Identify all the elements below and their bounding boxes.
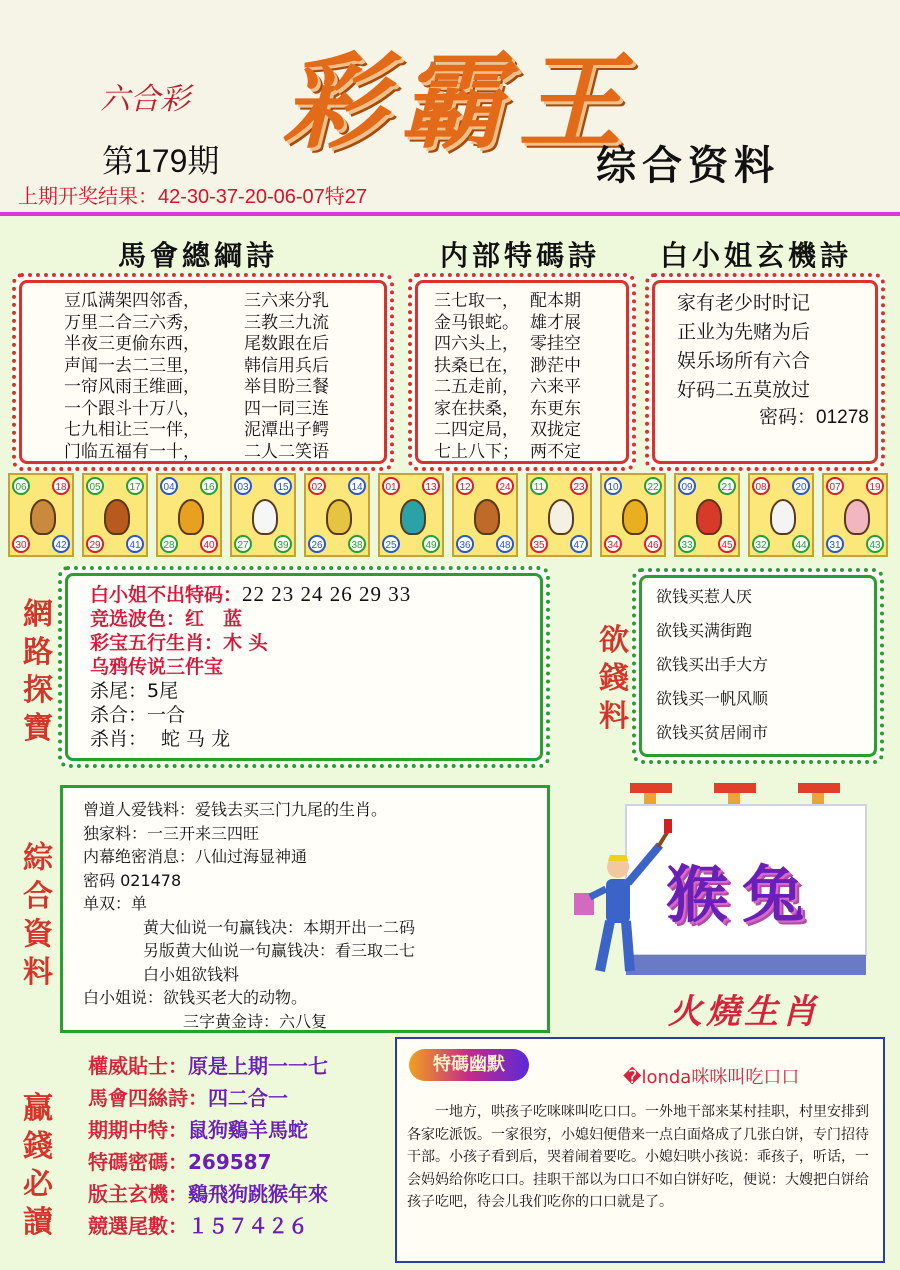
zodiac-number: 07 — [826, 477, 844, 495]
poem2-first-half: 三七取一， — [434, 291, 519, 311]
must-read-value: 原是上期一一七 — [188, 1054, 328, 1078]
comprehensive-line: 白小姐说：欲钱买老大的动物。 — [83, 988, 308, 1007]
zodiac-number: 18 — [52, 477, 70, 495]
comp-title-char: 合 — [23, 879, 53, 914]
must-read-value: 鼠狗鷄羊馬蛇 — [188, 1118, 308, 1142]
poem1-line — [64, 334, 329, 356]
net-title-char: 寶 — [23, 711, 53, 746]
fire-zodiac-label: 火燒生肖 — [668, 992, 820, 1032]
poem2-title: 内部特碼詩 — [440, 239, 601, 272]
zodiac-number: 22 — [644, 477, 662, 495]
poem1-first-half: 七九相让三一伴， — [64, 420, 200, 440]
money-title-char: 料 — [599, 699, 629, 734]
zodiac-number: 35 — [530, 535, 548, 553]
must-read-value: 鷄飛狗跳猴年來 — [188, 1182, 328, 1206]
money-lines — [656, 580, 768, 750]
zodiac-number: 43 — [866, 535, 884, 553]
poem1-second-half: 尾数跟在后 — [244, 334, 329, 354]
poem1-box — [12, 273, 394, 471]
must-read-row — [88, 1114, 328, 1146]
must-read-value: 四二合一 — [208, 1086, 288, 1110]
net-title-char: 探 — [23, 673, 53, 708]
poem2-second-half: 两不定 — [530, 441, 581, 462]
must-read-title — [18, 1090, 58, 1242]
poem1-second-half: 二人二笑语 — [244, 441, 329, 462]
zodiac-number: 13 — [422, 477, 440, 495]
element-value: 木 头 — [223, 632, 268, 654]
poem1-second-half: 三教三九流 — [244, 312, 329, 333]
poem3-lines — [677, 289, 810, 405]
zodiac-number: 44 — [792, 535, 810, 553]
poem2-second-half: 零挂空 — [530, 334, 581, 354]
zodiac-card — [748, 473, 814, 557]
poem2-line — [434, 313, 581, 335]
zodiac-card — [674, 473, 740, 557]
joke-title: �londa咪咪叫吃口口 — [623, 1067, 800, 1088]
dragon-icon — [326, 499, 352, 535]
poem3-title: 白小姐玄機詩 — [660, 239, 853, 272]
must-read-label: 馬會四絲詩： — [88, 1086, 208, 1110]
must-read-label: 特碼密碼： — [88, 1150, 188, 1174]
poem2-lines — [434, 291, 581, 463]
page-subtitle: 综合资料 — [596, 142, 780, 189]
must-title-char: 錢 — [23, 1129, 53, 1164]
must-read-label: 權威貼士： — [88, 1054, 188, 1078]
must-read-row — [88, 1178, 328, 1210]
must-read-label: 期期中特： — [88, 1118, 188, 1142]
poem1-title: 馬會總綱詩 — [118, 239, 279, 272]
brand-subtitle: 六合彩 — [100, 82, 190, 117]
poem1-lines — [64, 291, 329, 463]
must-title-char: 必 — [23, 1167, 53, 1202]
poem1-first-half: 一个跟斗十万八， — [64, 398, 200, 419]
poem3-line: 好码二五莫放过 — [677, 379, 811, 401]
must-title-char: 讀 — [23, 1205, 53, 1240]
zodiac-number: 14 — [348, 477, 366, 495]
poem2-first-half: 七上八下； — [434, 441, 519, 462]
net-title-char: 網 — [23, 597, 53, 632]
rat-icon — [30, 499, 56, 535]
net-treasure-box — [58, 566, 550, 768]
poem1-line — [64, 442, 329, 464]
money-item: 欲钱买出手大方 — [656, 655, 769, 674]
must-read-value: 269587 — [188, 1150, 272, 1174]
poem2-second-half: 雄才展 — [530, 312, 581, 333]
zodiac-number: 47 — [570, 535, 588, 553]
poem1-second-half: 泥潭出子鳄 — [244, 420, 329, 440]
poem2-second-half: 渺茫中 — [530, 355, 581, 376]
zodiac-number: 01 — [382, 477, 400, 495]
horse-icon — [474, 499, 500, 535]
poem2-line — [434, 356, 581, 378]
tips-content — [90, 582, 411, 751]
zodiac-number: 23 — [570, 477, 588, 495]
zodiac-number: 29 — [86, 535, 104, 553]
zodiac-number: 31 — [826, 535, 844, 553]
dog-icon — [770, 499, 796, 535]
must-read-label: 競選尾數： — [88, 1214, 188, 1238]
poem1-second-half: 举目盼三餐 — [244, 377, 329, 397]
zodiac-card — [230, 473, 296, 557]
zodiac-card — [82, 473, 148, 557]
poem1-first-half: 半夜三更偷东西， — [64, 334, 200, 354]
money-item: 欲钱买惹人厌 — [656, 587, 753, 606]
poem2-first-half: 二四定局， — [434, 420, 519, 440]
monkey-icon — [622, 499, 648, 535]
zodiac-number: 33 — [678, 535, 696, 553]
joke-badge — [409, 1049, 529, 1081]
kill-sum-value: 一合 — [147, 704, 186, 726]
must-read-row — [88, 1050, 328, 1082]
zodiac-number: 08 — [752, 477, 770, 495]
zodiac-number: 21 — [718, 477, 736, 495]
poem1-line — [64, 356, 329, 378]
must-read-row — [88, 1146, 328, 1178]
poem2-line — [434, 420, 581, 442]
zodiac-number: 28 — [160, 535, 178, 553]
wave-value: 红 蓝 — [185, 608, 243, 630]
zodiac-card — [156, 473, 222, 557]
zodiac-number: 40 — [200, 535, 218, 553]
comp-title-char: 資 — [23, 917, 53, 952]
pig-icon — [844, 499, 870, 535]
zodiac-number: 15 — [274, 477, 292, 495]
no-special-label: 白小姐不出特码： — [90, 584, 243, 606]
poem2-second-half: 六来平 — [530, 377, 581, 397]
zodiac-number: 06 — [12, 477, 30, 495]
comprehensive-line: 密码 021478 — [83, 870, 182, 890]
poem3-box — [645, 273, 885, 471]
poem2-line — [434, 377, 581, 399]
kill-tail-label: 杀尾： — [90, 680, 148, 702]
poem1-second-half: 四一同三连 — [244, 398, 329, 419]
zodiac-number: 48 — [496, 535, 514, 553]
header-divider — [0, 212, 900, 216]
issue-number: 第179期 — [102, 143, 220, 179]
zodiac-number: 32 — [752, 535, 770, 553]
poem2-first-half: 金马银蛇。 — [434, 312, 519, 333]
wave-label: 竞选波色： — [90, 608, 186, 630]
zodiac-card — [452, 473, 518, 557]
comprehensive-box — [60, 785, 550, 1033]
poem1-second-half: 韩信用兵后 — [244, 355, 329, 376]
zodiac-number: 34 — [604, 535, 622, 553]
zodiac-number: 49 — [422, 535, 440, 553]
poem1-line — [64, 399, 329, 421]
comprehensive-line: 内幕绝密消息：八仙过海显神通 — [83, 847, 308, 866]
zodiac-number: 24 — [496, 477, 514, 495]
zodiac-number: 10 — [604, 477, 622, 495]
poem2-second-half: 东更东 — [530, 398, 581, 419]
poem2-first-half: 二五走前， — [434, 377, 519, 397]
zodiac-number: 05 — [86, 477, 104, 495]
zodiac-number: 12 — [456, 477, 474, 495]
poem1-line — [64, 291, 329, 313]
kill-zodiac-value: 蛇 马 龙 — [161, 728, 231, 750]
zodiac-number: 26 — [308, 535, 326, 553]
net-title-char: 路 — [23, 635, 53, 670]
goat-icon — [548, 499, 574, 535]
poem1-first-half: 声闻一去二三里， — [64, 355, 200, 376]
poem2-second-half: 双拢定 — [530, 420, 581, 440]
money-item: 欲钱买满街跑 — [656, 621, 753, 640]
zodiac-number: 20 — [792, 477, 810, 495]
joke-badge-label: 特碼幽默 — [433, 1054, 505, 1075]
zodiac-number: 42 — [52, 535, 70, 553]
must-read-list — [88, 1050, 328, 1242]
poem2-first-half: 扶桑已在， — [434, 355, 519, 376]
zodiac-number: 16 — [200, 477, 218, 495]
zodiac-number: 36 — [456, 535, 474, 553]
poem1-line — [64, 313, 329, 335]
money-title — [594, 622, 634, 736]
zodiac-number: 38 — [348, 535, 366, 553]
money-item: 欲钱买一帆风顺 — [656, 689, 769, 708]
zodiac-card — [8, 473, 74, 557]
crow-legend: 乌鸦传说三件宝 — [90, 656, 224, 678]
poem2-line — [434, 291, 581, 313]
comprehensive-line: 独家料：一三开来三四旺 — [83, 823, 260, 843]
zodiac-number: 30 — [12, 535, 30, 553]
kill-zodiac-label: 杀肖： — [90, 728, 148, 750]
money-item: 欲钱买贫居闹市 — [656, 723, 769, 742]
comprehensive-line: 另版黄大仙说一句赢钱决：看三取二七 — [143, 941, 416, 960]
zodiac-number: 46 — [644, 535, 662, 553]
zodiac-card — [304, 473, 370, 557]
poem3-line: 家有老少时时记 — [677, 292, 811, 314]
poem3-line: 娱乐场所有六合 — [677, 350, 811, 372]
zodiac-number: 25 — [382, 535, 400, 553]
comprehensive-title — [18, 840, 58, 992]
must-read-label: 版主玄機： — [88, 1182, 188, 1206]
zodiac-number: 09 — [678, 477, 696, 495]
zodiac-number: 17 — [126, 477, 144, 495]
tiger-icon — [178, 499, 204, 535]
joke-body: 一地方，哄孩子吃咪咪叫吃口口。一外地干部来某村挂职，村里安排到各家吃派饭。一家很穷，小媳妇便借来一点白面烙成了几张白饼，专门招待干部。小孩子看到后，哭着闹着要吃。小媳妇哄小孩说：乖孩子，听话，一会妈妈给你吃口口。挂职干部以为口口不如白饼好吃，便说：大嫂把白饼给孩子吃吧，待会儿我们吃你的口口就是了。 — [407, 1104, 869, 1210]
zodiac-number: 27 — [234, 535, 252, 553]
poem2-first-half: 家在扶桑， — [434, 398, 519, 419]
snake-icon — [400, 499, 426, 535]
money-title-char: 錢 — [599, 661, 629, 696]
poem1-first-half: 豆瓜满架四邻香， — [64, 291, 200, 311]
ox-icon — [104, 499, 130, 535]
must-read-row — [88, 1082, 328, 1114]
comp-title-char: 料 — [23, 955, 53, 990]
kill-sum-label: 杀合： — [90, 704, 148, 726]
comprehensive-line: 黄大仙说一句赢钱决：本期开出一二码 — [143, 917, 416, 937]
zodiac-number: 39 — [274, 535, 292, 553]
poem2-line — [434, 399, 581, 421]
comprehensive-line: 单双：单 — [83, 894, 148, 913]
zodiac-number: 04 — [160, 477, 178, 495]
zodiac-number: 02 — [308, 477, 326, 495]
joke-box — [395, 1037, 885, 1263]
net-treasure-title — [18, 596, 58, 748]
poem3-line: 正业为先赌为后 — [677, 321, 811, 343]
poem1-first-half: 一帘风雨王维画， — [64, 377, 200, 397]
zodiac-number: 41 — [126, 535, 144, 553]
poem1-line — [64, 420, 329, 442]
billboard-text: 猴兔 — [666, 858, 819, 931]
poem2-second-half: 配本期 — [530, 291, 581, 311]
zodiac-card — [600, 473, 666, 557]
money-title-char: 欲 — [599, 623, 629, 658]
poem2-line — [434, 334, 581, 356]
zodiac-number: 11 — [530, 477, 548, 495]
poem1-first-half: 门临五福有一十， — [64, 441, 200, 462]
poem2-box — [408, 273, 636, 471]
poem1-second-half: 三六来分乳 — [244, 291, 329, 311]
zodiac-number: 19 — [866, 477, 884, 495]
zodiac-card — [822, 473, 888, 557]
zodiac-strip — [8, 473, 892, 557]
poem1-first-half: 万里二合三六秀， — [64, 312, 200, 333]
zodiac-card — [526, 473, 592, 557]
must-read-row — [88, 1210, 328, 1242]
zodiac-number: 03 — [234, 477, 252, 495]
billboard — [570, 775, 870, 985]
no-special-value: 22 23 24 26 29 33 — [242, 582, 412, 606]
zodiac-number: 45 — [718, 535, 736, 553]
element-label: 彩宝五行生肖： — [90, 632, 224, 654]
kill-tail-value: 5尾 — [147, 680, 179, 702]
poem2-line — [434, 442, 581, 464]
comprehensive-line: 白小姐欲钱料 — [143, 964, 240, 984]
poem2-first-half: 四六头上， — [434, 334, 519, 354]
money-box — [632, 568, 884, 764]
poem1-line — [64, 377, 329, 399]
rabbit-icon — [252, 499, 278, 535]
must-read-value: １５７４２６ — [188, 1214, 308, 1238]
comp-title-char: 綜 — [23, 841, 53, 876]
comprehensive-line: 曾道人爱钱料：爱钱去买三门九尾的生肖。 — [83, 800, 388, 819]
comprehensive-lines — [83, 798, 415, 1033]
must-title-char: 贏 — [23, 1091, 53, 1126]
poem3-code: 密码：01278 — [759, 407, 869, 428]
previous-result: 上期开奖结果：42-30-37-20-06-07特27 — [18, 186, 368, 208]
brand-logo: 彩霸王 — [282, 40, 637, 163]
zodiac-card — [378, 473, 444, 557]
rooster-icon — [696, 499, 722, 535]
comprehensive-line: 三字黄金诗：六八复 — [183, 1011, 328, 1031]
